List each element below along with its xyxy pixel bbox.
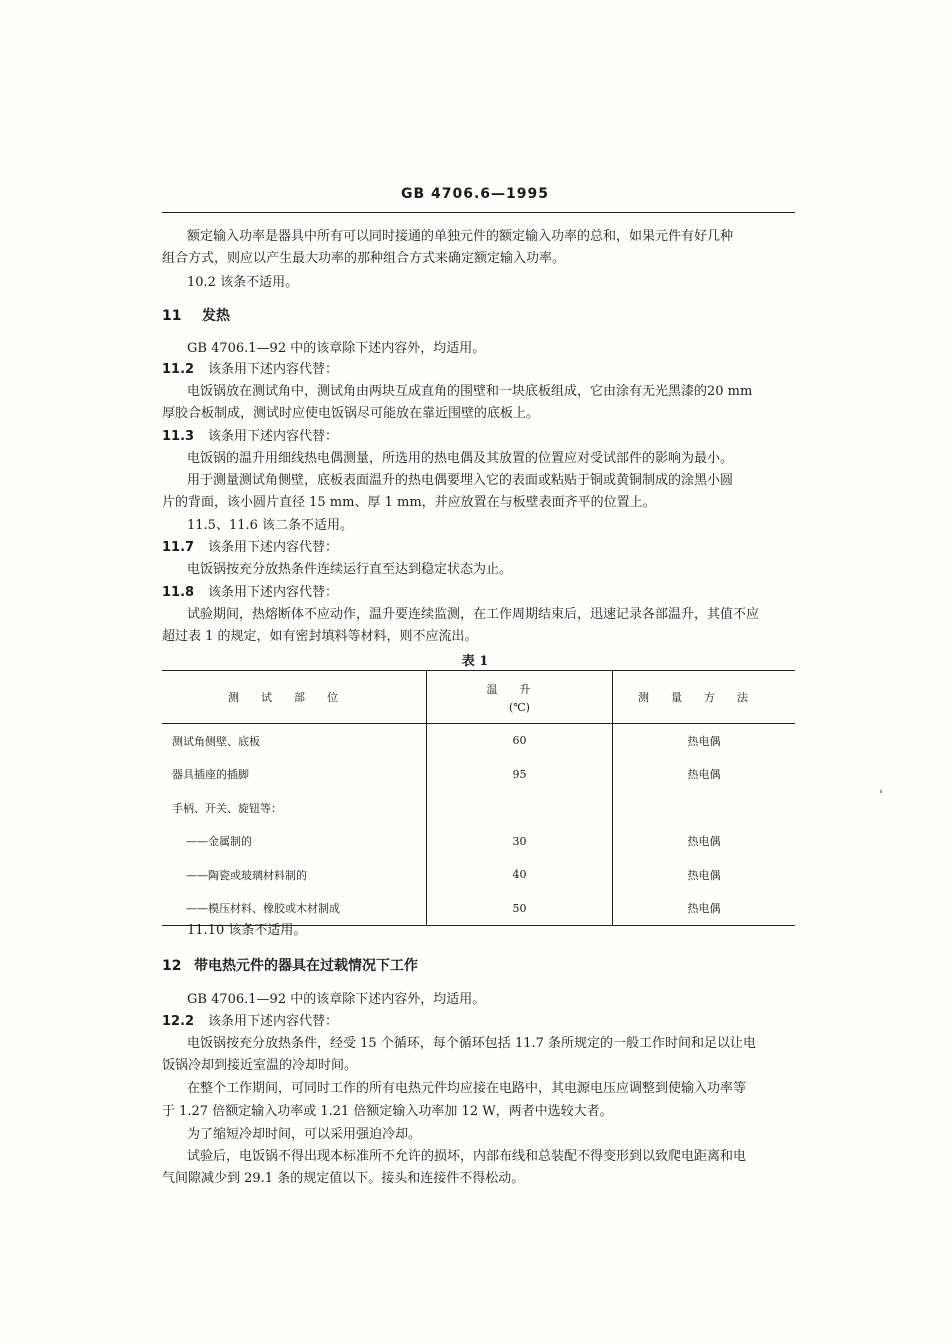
clause-text: 该条用下述内容代替： (208, 585, 339, 600)
table-row (162, 758, 795, 792)
paragraph-line: 片的背面，该小圆片直径 15 mm、厚 1 mm，并应放置在与板壁表面齐平的位置上。 (162, 495, 656, 510)
clause-text: 该条用下述内容代替： (208, 1014, 339, 1029)
cell-rise (427, 791, 613, 825)
cell-rise: 50 (427, 892, 613, 926)
clause-number: 11.8 (162, 585, 195, 600)
table-row (162, 825, 795, 859)
paragraph-line: 电饭锅的温升用细线热电偶测量，所选用的热电偶及其放置的位置应对受试部件的影响为最小。 (187, 451, 734, 466)
cell-part: 手柄、开关、旋钮等： (162, 791, 427, 825)
paragraph-line: 额定输入功率是器具中所有可以同时接通的单独元件的额定输入功率的总和，如果元件有好几种 (187, 229, 734, 244)
paragraph-line: 为了缩短冷却时间，可以采用强迫冷却。 (187, 1127, 422, 1142)
clause-number: 11.7 (162, 540, 195, 555)
section-number: 11 (162, 308, 182, 324)
clause-12-2 (162, 1013, 338, 1031)
cell-part: ——金属制的 (162, 825, 427, 859)
paragraph-line: 组合方式，则应以产生最大功率的那种组合方式来确定额定输入功率。 (162, 251, 566, 266)
section-12-intro: GB 4706.1—92 中的该章除下述内容外，均适用。 (187, 992, 486, 1007)
cell-method: 热电偶 (687, 734, 721, 748)
table-row (162, 724, 795, 758)
table-caption: 表 1 (461, 654, 489, 669)
clause-11-7 (162, 539, 338, 557)
cell-part: ——模压材料、橡胶或木材制成 (162, 892, 427, 926)
paragraph-line: 在整个工作期间，可同时工作的所有电热元件均应接在电路中，其电源电压应调整到使输入功率等 (187, 1081, 747, 1096)
table-row (162, 892, 795, 926)
clause-text: 该条用下述内容代替： (208, 429, 339, 444)
section-12-heading (162, 957, 418, 975)
paragraph-line: 饭锅冷却到接近室温的冷却时间。 (162, 1058, 358, 1073)
clause-11-3 (162, 428, 338, 446)
section-title: 带电热元件的器具在过载情况下工作 (194, 958, 418, 974)
clause-11-10: 11.10 该条不适用。 (187, 923, 307, 938)
clause-text: 该条用下述内容代替： (208, 362, 339, 377)
cell-method (613, 791, 796, 825)
column-header-part: 测试部位 (162, 671, 427, 724)
paragraph-line: 试验期间，热熔断体不应动作，温升要连续监测，在工作周期结束后，迅速记录各部温升，其值不应 (187, 607, 760, 622)
column-header-method: 测量方法 (613, 671, 796, 724)
cell-rise: 40 (427, 858, 613, 892)
cell-method: 热电偶 (687, 868, 721, 882)
standard-header: GB 4706.6—1995 (400, 186, 550, 202)
section-11-heading (162, 307, 230, 325)
paragraph-line: 电饭锅放在测试角中，测试角由两块互成直角的围壁和一块底板组成，它由涂有无光黑漆的20 mm (187, 384, 753, 399)
cell-rise: 60 (427, 724, 613, 758)
section-title: 发热 (202, 308, 230, 324)
cell-part: ——陶瓷或玻璃材料制的 (162, 858, 427, 892)
table-row (162, 791, 795, 825)
clause-number: 11.3 (162, 429, 195, 444)
clause-10-2: 10.2 该条不适用。 (187, 275, 299, 290)
clause-11-8 (162, 584, 338, 602)
table-row (162, 858, 795, 892)
cell-part: 测试角侧壁、底板 (162, 724, 427, 758)
section-11-intro: GB 4706.1—92 中的该章除下述内容外，均适用。 (187, 341, 486, 356)
clause-11-5-11-6: 11.5、11.6 该二条不适用。 (187, 518, 354, 533)
paragraph-line: 于 1.27 倍额定输入功率或 1.21 倍额定输入功率加 12 W，两者中选较大者。 (162, 1104, 613, 1119)
paragraph-line: 厚胶合板制成，测试时应使电饭锅尽可能放在靠近围壁的底板上。 (162, 406, 540, 421)
temperature-rise-table (162, 670, 795, 926)
clause-number: 12.2 (162, 1014, 195, 1029)
scan-speck (880, 790, 882, 793)
clause-text: 该条用下述内容代替： (208, 540, 339, 555)
header-rule (162, 212, 795, 213)
paragraph-line: 用于测量测试角侧壁，底板表面温升的热电偶要埋入它的表面或粘贴于铜或黄铜制成的涂黑小圆 (187, 473, 734, 488)
cell-part: 器具插座的插脚 (162, 758, 427, 792)
section-number: 12 (162, 958, 182, 974)
paragraph-line: 气间隙减少到 29.1 条的规定值以下。接头和连接件不得松动。 (162, 1171, 525, 1186)
paragraph-line: 试验后，电饭锅不得出现本标准所不允许的损坏，内部布线和总装配不得变形到以致爬电距离和电 (187, 1149, 747, 1164)
paragraph-line: 电饭锅按充分放热条件连续运行直至达到稳定状态为止。 (187, 562, 513, 577)
cell-method: 热电偶 (613, 892, 796, 926)
cell-method: 热电偶 (687, 768, 721, 782)
cell-rise: 30 (427, 825, 613, 859)
clause-number: 11.2 (162, 362, 195, 377)
cell-rise: 95 (427, 758, 613, 792)
column-header-rise: 温升 (℃) (427, 671, 613, 724)
paragraph-line: 超过表 1 的规定，如有密封填料等材料，则不应流出。 (162, 629, 478, 644)
clause-11-2 (162, 361, 338, 379)
paragraph-line: 电饭锅按充分放热条件，经受 15 个循环，每个循环包括 11.7 条所规定的一般工作时间和足以让电 (187, 1036, 757, 1051)
cell-method: 热电偶 (687, 835, 721, 849)
